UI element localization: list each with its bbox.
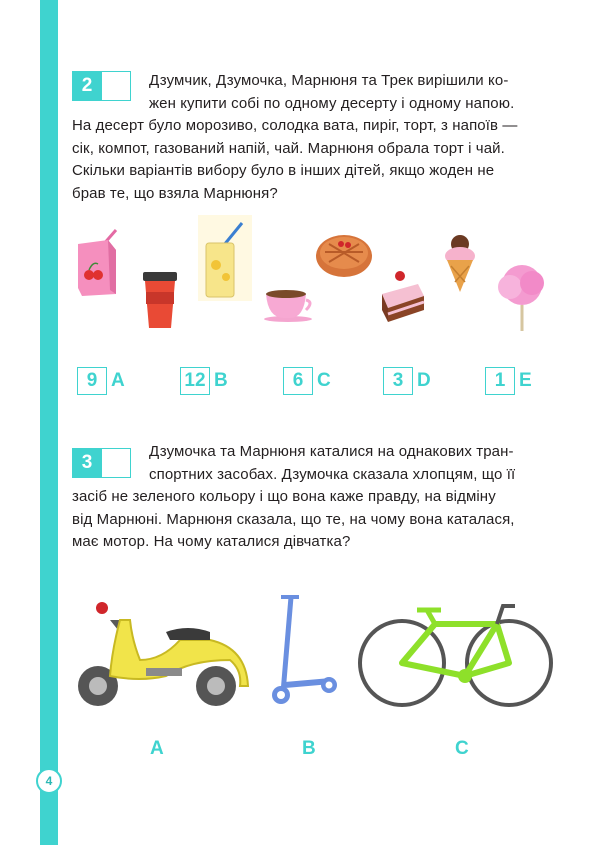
answer-option-b[interactable]	[180, 366, 228, 396]
task-2-line-4: сік, компот, газований напій, чай. Марнюня обрала торт і чай.	[72, 139, 505, 157]
vehicle-label-c: C	[455, 738, 469, 759]
answer-c-letter: C	[317, 370, 331, 391]
answer-option-d[interactable]	[383, 366, 431, 396]
answer-d-letter: D	[417, 370, 431, 391]
task-3-line-2: спортних засобах. Дзумочка сказала хлопцям, що її	[149, 465, 516, 483]
pie-icon	[315, 232, 373, 278]
task-2-line-6: брав те, що взяла Марнюня?	[72, 184, 278, 202]
answer-b-letter: B	[214, 370, 228, 391]
answer-b-value: 12	[180, 367, 210, 395]
answer-a-letter: A	[111, 370, 125, 391]
vehicle-label-a: A	[150, 738, 164, 759]
kick-scooter-icon	[265, 593, 339, 711]
answer-d-value: 3	[383, 367, 413, 395]
task-2-line-5: Скільки варіантів вибору було в інших дітей, якщо жоден не	[72, 162, 495, 179]
task-2-line-2: жен купити собі по одному десерту і одному напою.	[149, 94, 515, 112]
task-3-line-1: Дзумочка та Марнюня каталися на однакових тран-	[149, 443, 514, 460]
task-3-line-3: засіб не зеленого кольору і що вона каже правду, на відміну	[72, 488, 496, 505]
task-2-number-label: 2	[72, 71, 102, 101]
page-number: 4	[36, 768, 62, 794]
task-2-answers	[77, 366, 547, 398]
answer-a-value: 9	[77, 367, 107, 395]
answer-c-value: 6	[283, 367, 313, 395]
answer-option-c[interactable]	[283, 366, 331, 396]
task-3-number-label: 3	[72, 448, 102, 478]
bicycle-icon	[357, 602, 553, 708]
task-3-line-4: від Марнюні. Марнюня сказала, що те, на чому вона каталася,	[72, 510, 515, 528]
task-2-line-1: Дзумчик, Дзумочка, Марнюня та Трек вирішили ко-	[149, 72, 509, 89]
vehicle-label-b: B	[302, 738, 316, 759]
lemonade-glass-icon	[198, 215, 252, 301]
ice-cream-icon	[441, 232, 479, 294]
answer-option-e[interactable]	[485, 366, 532, 396]
task-3-line-5: має мотор. На чому каталися дівчатка?	[72, 533, 351, 550]
answer-e-letter: E	[519, 370, 532, 391]
left-accent-stripe	[40, 0, 58, 845]
coffee-cup-icon	[141, 272, 179, 330]
answer-e-value: 1	[485, 367, 515, 395]
tea-cup-icon	[262, 288, 314, 322]
answer-option-a[interactable]	[77, 366, 125, 396]
task-2-line-3: На десерт було морозиво, солодка вата, пиріг, торт, з напоїв —	[72, 117, 518, 134]
task-3-text	[72, 441, 552, 554]
cake-slice-icon	[378, 268, 428, 324]
task-2-text	[72, 70, 552, 205]
cotton-candy-icon	[494, 263, 550, 333]
scooter-moped-icon	[70, 590, 248, 708]
juice-box-icon	[74, 228, 124, 298]
